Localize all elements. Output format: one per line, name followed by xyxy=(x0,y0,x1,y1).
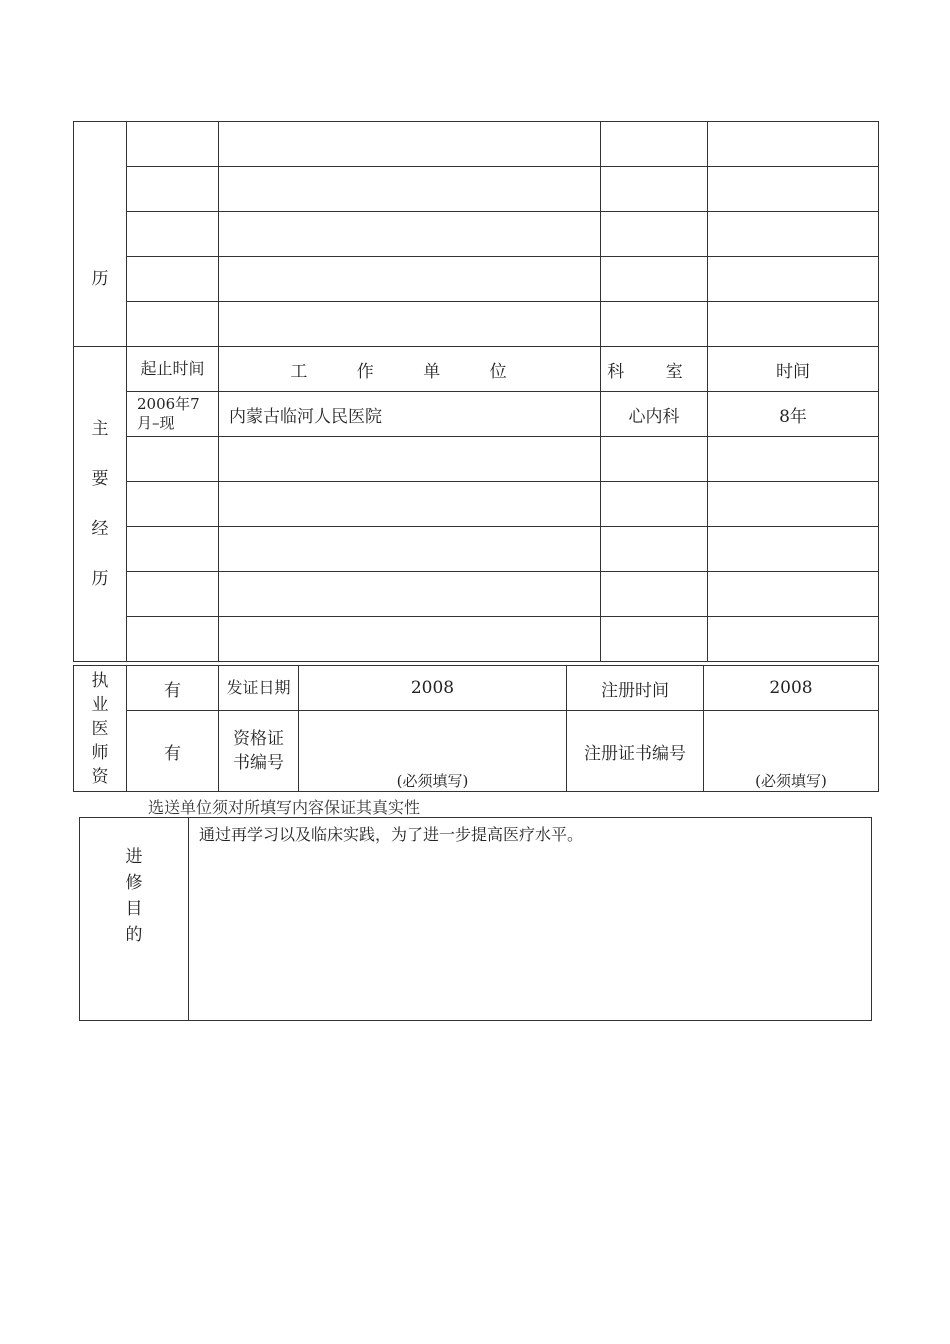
purpose-label xyxy=(80,818,189,1021)
work-unit-cell[interactable]: 内蒙古临河人民医院 xyxy=(219,392,601,437)
work-cell[interactable] xyxy=(219,572,601,617)
work-cell[interactable] xyxy=(127,617,219,662)
license-label-char: 业 xyxy=(91,694,109,715)
work-label-char: 要 xyxy=(91,469,109,489)
license-label xyxy=(74,666,127,792)
work-cell[interactable] xyxy=(601,482,708,527)
edu-cell[interactable] xyxy=(708,167,879,212)
work-cell[interactable] xyxy=(708,437,879,482)
work-cell[interactable] xyxy=(127,527,219,572)
work-label xyxy=(74,347,127,662)
header-dept: 科 室 xyxy=(601,347,708,392)
issue-date-label: 发证日期 xyxy=(219,666,299,711)
work-cell[interactable] xyxy=(708,617,879,662)
purpose-text[interactable]: 通过再学习以及临床实践，为了进一步提高医疗水平。 xyxy=(189,818,872,1021)
work-cell[interactable] xyxy=(127,482,219,527)
license-has-1[interactable]: 有 xyxy=(127,666,219,711)
cert-required-note: (必须填写) xyxy=(396,772,469,790)
purpose-label-char: 修 xyxy=(125,873,143,893)
purpose-label-char: 目 xyxy=(125,899,143,919)
purpose-table xyxy=(79,817,872,1021)
edu-cell[interactable] xyxy=(127,122,219,167)
work-cell[interactable] xyxy=(127,437,219,482)
license-label-char: 医 xyxy=(91,718,109,739)
edu-cell[interactable] xyxy=(127,167,219,212)
edu-cell[interactable] xyxy=(601,122,708,167)
license-label-char: 执 xyxy=(91,670,109,691)
reg-time-label: 注册时间 xyxy=(567,666,704,711)
work-cell[interactable] xyxy=(708,527,879,572)
edu-cell[interactable] xyxy=(601,302,708,347)
license-label-char: 师 xyxy=(91,742,109,763)
edu-cell[interactable] xyxy=(708,257,879,302)
edu-cell[interactable] xyxy=(127,302,219,347)
edu-cell[interactable] xyxy=(601,257,708,302)
purpose-label-char: 的 xyxy=(125,925,143,945)
work-cell[interactable] xyxy=(219,617,601,662)
header-period: 起止时间 xyxy=(127,347,219,392)
work-period-cell[interactable]: 2006年7月–现 xyxy=(127,392,219,437)
truth-note: 选送单位须对所填写内容保证其真实性 xyxy=(148,798,421,817)
work-label-char: 经 xyxy=(91,519,109,539)
regcert-required-note: (必须填写) xyxy=(755,772,827,790)
edu-cell[interactable] xyxy=(127,212,219,257)
work-cell[interactable] xyxy=(708,572,879,617)
edu-cell[interactable] xyxy=(219,302,601,347)
work-cell[interactable] xyxy=(127,572,219,617)
work-cell[interactable] xyxy=(219,482,601,527)
edu-cell[interactable] xyxy=(219,167,601,212)
work-cell[interactable] xyxy=(601,572,708,617)
header-duration: 时间 xyxy=(708,347,879,392)
license-has-2[interactable]: 有 xyxy=(127,711,219,792)
work-label-char: 历 xyxy=(91,569,109,589)
work-cell[interactable] xyxy=(601,437,708,482)
education-label: 历 xyxy=(74,122,127,347)
purpose-label-char: 进 xyxy=(125,847,143,867)
header-unit: 工 作 单 位 xyxy=(219,347,601,392)
work-cell[interactable] xyxy=(708,482,879,527)
work-cell[interactable] xyxy=(219,437,601,482)
edu-cell[interactable] xyxy=(708,212,879,257)
edu-cell[interactable] xyxy=(219,212,601,257)
work-cell[interactable] xyxy=(601,527,708,572)
work-label-char: 主 xyxy=(91,419,109,439)
reg-cert-value[interactable] xyxy=(704,711,879,792)
edu-cell[interactable] xyxy=(601,167,708,212)
edu-cell[interactable] xyxy=(601,212,708,257)
license-label-char: 资 xyxy=(91,766,109,787)
work-cell[interactable] xyxy=(601,617,708,662)
edu-cell[interactable] xyxy=(127,257,219,302)
edu-cell[interactable] xyxy=(219,257,601,302)
experience-table xyxy=(73,121,879,662)
reg-cert-label: 注册证书编号 xyxy=(567,711,704,792)
cert-number-label: 资格证书编号 xyxy=(219,711,299,792)
work-dept-cell[interactable]: 心内科 xyxy=(601,392,708,437)
cert-number-value[interactable] xyxy=(299,711,567,792)
work-duration-cell[interactable]: 8年 xyxy=(708,392,879,437)
issue-date-value[interactable]: 2008 xyxy=(299,666,567,711)
edu-cell[interactable] xyxy=(219,122,601,167)
edu-cell[interactable] xyxy=(708,122,879,167)
work-cell[interactable] xyxy=(219,527,601,572)
edu-cell[interactable] xyxy=(708,302,879,347)
license-table xyxy=(73,665,879,792)
reg-time-value[interactable]: 2008 xyxy=(704,666,879,711)
